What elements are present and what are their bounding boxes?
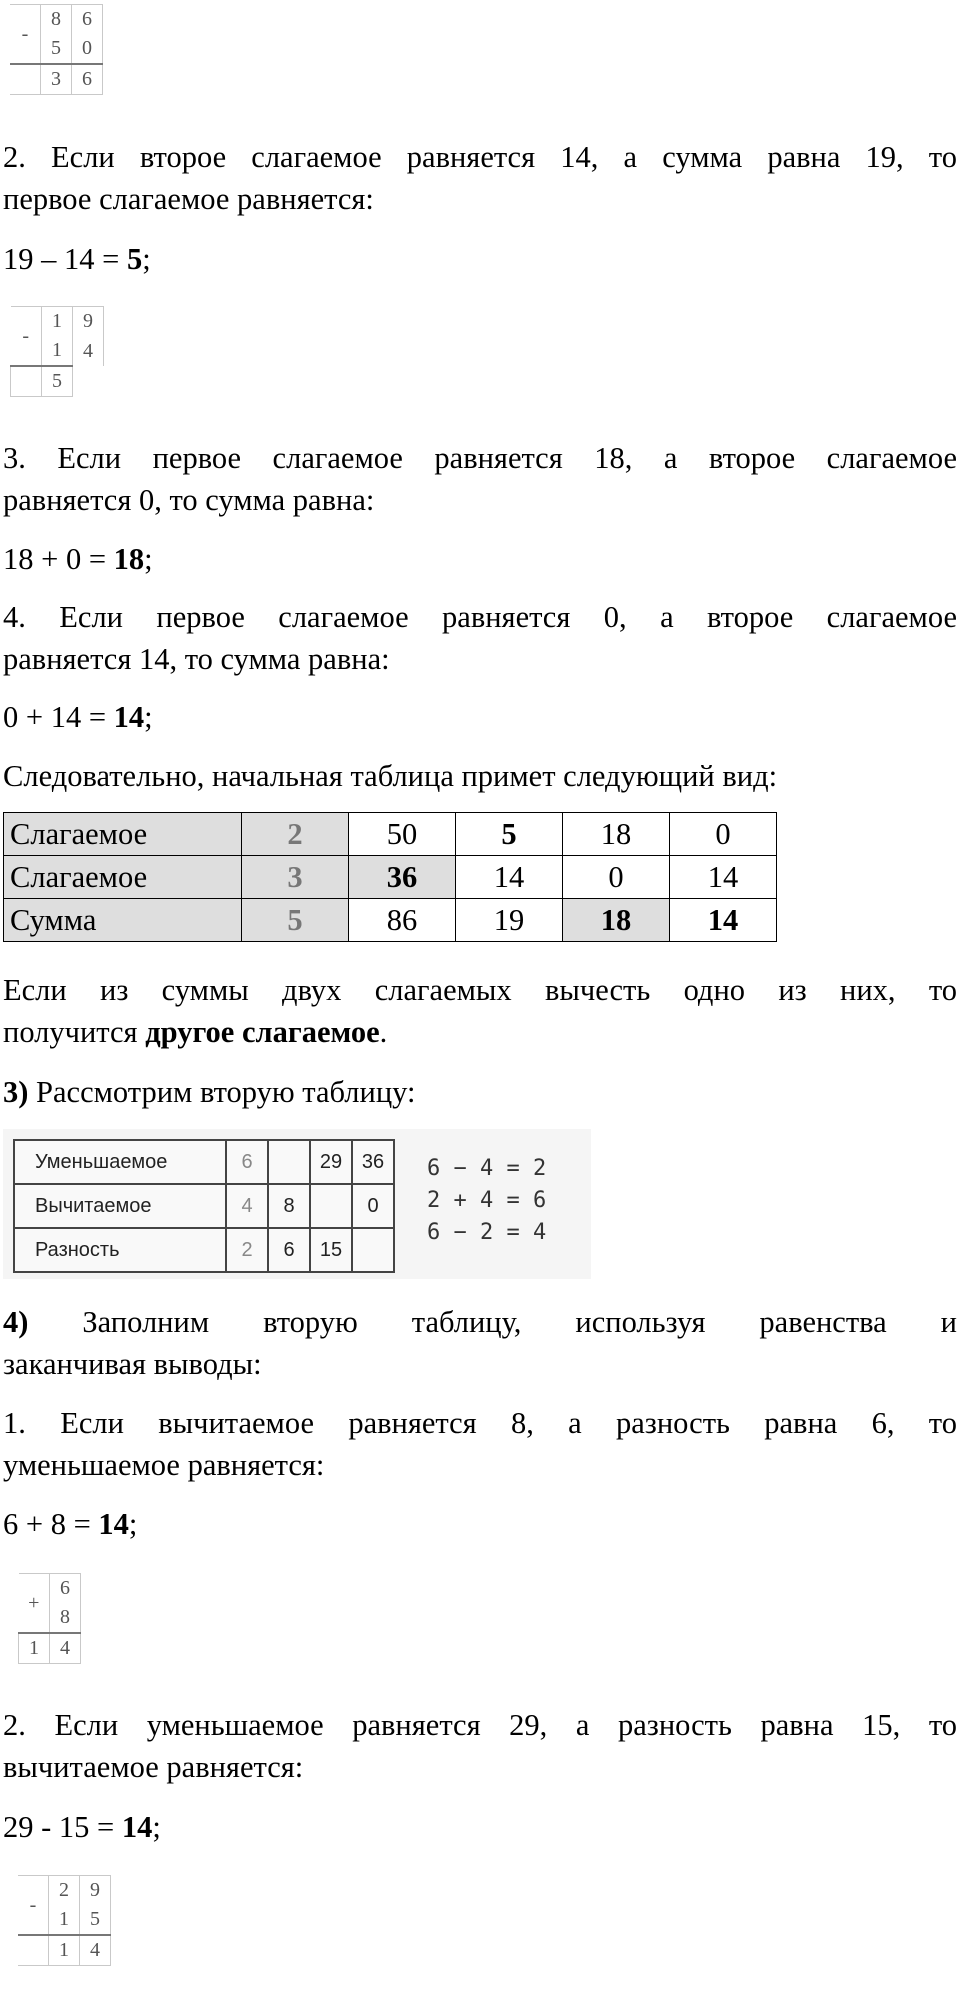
table-cell: 0 [352, 1184, 394, 1228]
column-subtraction-86-50 [10, 4, 103, 95]
table-cell: 18 [563, 813, 670, 856]
table-cell: 14 [670, 856, 777, 899]
table-cell: 0 [670, 813, 777, 856]
digit: 0 [72, 34, 103, 64]
table-cell: 2 [242, 813, 349, 856]
column-subtraction-19-14 [10, 306, 104, 397]
table-cell: 3 [242, 856, 349, 899]
digit: 4 [80, 1935, 111, 1966]
rule-text: Если из суммы двух слагаемых вычесть одно из них, то получится другое слагаемое. [3, 973, 957, 1049]
digit: 2 [49, 1876, 80, 1906]
digit: 9 [73, 307, 104, 337]
table-cell: 0 [563, 856, 670, 899]
row-label: Слагаемое [4, 856, 242, 899]
column-subtraction-29-15 [18, 1875, 111, 1966]
minus-sign: - [18, 1876, 49, 1936]
table-cell: 6 [268, 1228, 310, 1272]
table-cell: 14 [670, 899, 777, 942]
digit: 6 [50, 1574, 81, 1604]
digit: 5 [42, 366, 73, 397]
step4-item-2-equation: 29 - 15 = 14; [3, 1810, 161, 1844]
digit: 6 [72, 5, 103, 35]
equation: 6 − 4 = 2 [427, 1156, 547, 1181]
row-label: Уменьшаемое [14, 1140, 226, 1184]
equation: 6 − 2 = 4 [427, 1220, 547, 1245]
table-row [14, 1184, 394, 1228]
item-3-text: 3. Если первое слагаемое равняется 18, а второе слагаемое равняется 0, то сумма равна: [3, 441, 957, 517]
table-cell: 5 [456, 813, 563, 856]
digit: 8 [41, 5, 72, 35]
row-label: Слагаемое [4, 813, 242, 856]
table-cell: 19 [456, 899, 563, 942]
digit: 1 [49, 1935, 80, 1966]
step4-item-1-text: 1. Если вычитаемое равняется 8, а разность равна 6, то уменьшаемое равняется: [3, 1406, 957, 1482]
digit: 9 [80, 1876, 111, 1906]
table-row [14, 1228, 394, 1272]
item-3-equation: 18 + 0 = 18; [3, 542, 153, 576]
textbook-scan [3, 1129, 591, 1279]
table-cell: 8 [268, 1184, 310, 1228]
step-4-text: 4) Заполним вторую таблицу, используя равенства и заканчивая выводы: [3, 1305, 957, 1381]
addition-table [3, 812, 777, 942]
table-cell [352, 1228, 394, 1272]
table-row [4, 813, 777, 856]
column-addition-6-8 [18, 1573, 81, 1664]
answer: 14 [98, 1507, 129, 1541]
answer: 14 [121, 1810, 153, 1844]
digit: 6 [72, 64, 103, 95]
row-label: Вычитаемое [14, 1184, 226, 1228]
conclusion-intro: Следовательно, начальная таблица примет следующий вид: [3, 759, 778, 793]
digit: 4 [50, 1633, 81, 1664]
equation: 2 + 4 = 6 [427, 1188, 547, 1213]
digit: 1 [19, 1633, 50, 1664]
step-3-heading: 3) Рассмотрим вторую таблицу: [3, 1075, 416, 1109]
step4-item-1-equation: 6 + 8 = 14; [3, 1507, 138, 1541]
minus-sign: - [10, 5, 41, 65]
item-2-equation: 19 – 14 = 5; [3, 242, 151, 276]
table-row [4, 856, 777, 899]
digit: 1 [42, 336, 73, 366]
answer: 5 [126, 242, 143, 276]
step4-item-2-text: 2. Если уменьшаемое равняется 29, а разность равна 15, то вычитаемое равняется: [3, 1708, 957, 1784]
digit: 8 [50, 1603, 81, 1633]
row-label: Разность [14, 1228, 226, 1272]
table-cell: 14 [456, 856, 563, 899]
table-cell: 2 [226, 1228, 268, 1272]
table-cell: 6 [226, 1140, 268, 1184]
plus-sign: + [19, 1574, 50, 1634]
item-2-line2: первое слагаемое равняется: [3, 182, 374, 216]
item-4-text: 4. Если первое слагаемое равняется 0, а второе слагаемое равняется 14, то сумма равна: [3, 600, 957, 676]
table-cell [310, 1184, 352, 1228]
table-cell: 36 [352, 1140, 394, 1184]
table-cell: 50 [349, 813, 456, 856]
item-2-line1: 2. Если второе слагаемое равняется 14, а сумма равна 19, то [3, 140, 957, 174]
table-cell: 5 [242, 899, 349, 942]
item-4-equation: 0 + 14 = 14; [3, 700, 153, 734]
row-label: Сумма [4, 899, 242, 942]
table-cell [268, 1140, 310, 1184]
table-row [14, 1140, 394, 1184]
digit: 5 [80, 1905, 111, 1935]
example-equations [427, 1153, 546, 1249]
subtraction-table [13, 1139, 395, 1273]
table-cell: 4 [226, 1184, 268, 1228]
digit [11, 366, 42, 397]
digit: 1 [42, 307, 73, 337]
table-cell: 36 [349, 856, 456, 899]
digit: 4 [73, 336, 104, 366]
item-2-text [3, 136, 957, 220]
minus-sign: - [11, 307, 42, 367]
answer: 18 [113, 542, 145, 576]
table-cell: 86 [349, 899, 456, 942]
table-cell: 29 [310, 1140, 352, 1184]
digit: 5 [41, 34, 72, 64]
digit: 1 [49, 1905, 80, 1935]
answer: 14 [113, 700, 145, 734]
table-cell: 18 [563, 899, 670, 942]
table-cell: 15 [310, 1228, 352, 1272]
digit: 3 [41, 64, 72, 95]
table-row [4, 899, 777, 942]
